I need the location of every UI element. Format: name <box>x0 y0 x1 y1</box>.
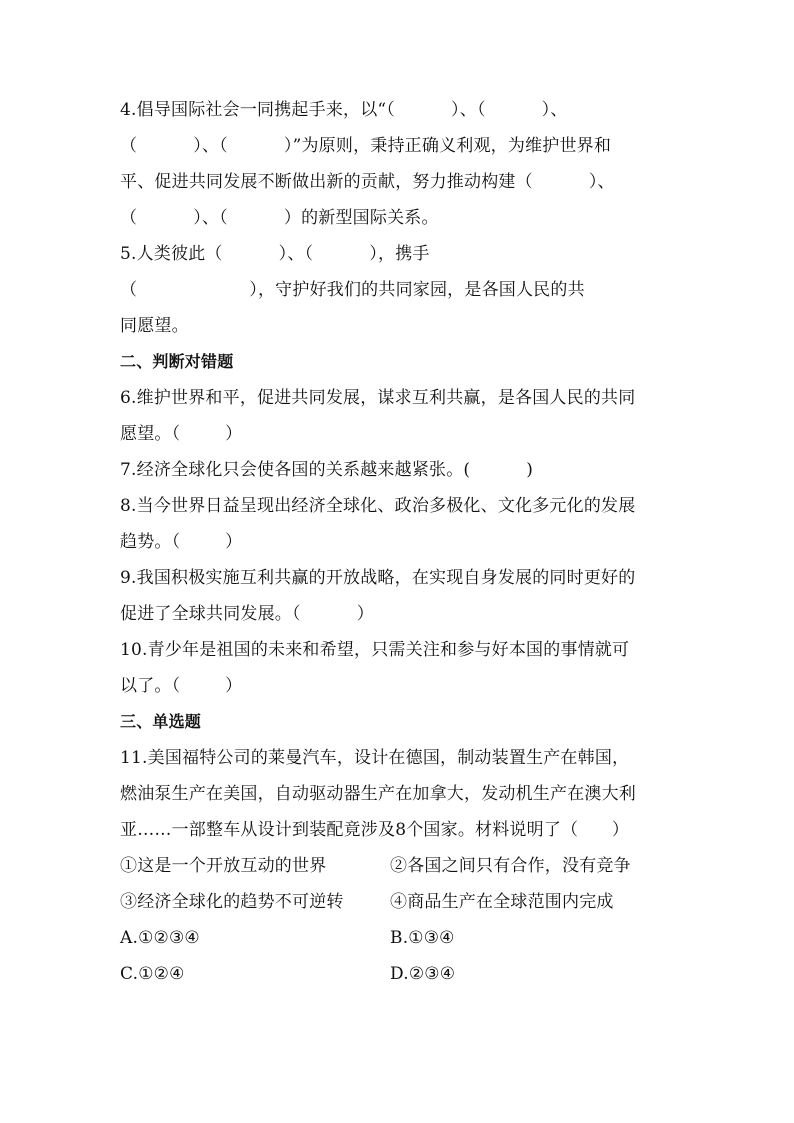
question-8 <box>120 488 680 560</box>
question-6 <box>120 380 680 452</box>
question-5-line-2: （ ），守护好我们的共同家园，是各国人民的共 <box>120 280 585 300</box>
document-page <box>120 92 680 992</box>
question-4 <box>120 92 680 236</box>
question-11-line-3: 亚……一部整车从设计到装配竟涉及8个国家。材料说明了（ ） <box>120 820 630 840</box>
question-5-line-1: 5.人类彼此（ ）、（ ），携手 <box>120 244 430 264</box>
question-5-line-3: 同愿望。 <box>120 316 189 336</box>
question-8-line-1: 8.当今世界日益呈现出经济全球化、政治多极化、文化多元化的发展 <box>120 496 636 516</box>
question-4-line-1: 4.倡导国际社会一同携起手来，以“（ ）、（ ）、 <box>120 100 568 120</box>
question-6-line-1: 6.维护世界和平，促进共同发展，谋求互利共赢，是各国人民的共同 <box>120 388 636 408</box>
question-11 <box>120 740 680 992</box>
statement-3: ③经济全球化的趋势不可逆转 <box>120 892 344 912</box>
statement-2: ②各国之间只有合作，没有竞争 <box>390 856 631 876</box>
question-9 <box>120 560 680 632</box>
question-11-line-2: 燃油泵生产在美国，自动驱动器生产在加拿大，发动机生产在澳大利 <box>120 784 636 804</box>
question-11-statements <box>120 848 680 920</box>
question-4-line-4: （ ）、（ ）的新型国际关系。 <box>120 208 439 228</box>
option-a[interactable]: A.①②③④ <box>120 928 200 948</box>
statement-1: ①这是一个开放互动的世界 <box>120 856 327 876</box>
question-5 <box>120 236 680 344</box>
section-2-heading: 二、判断对错题 <box>120 352 234 371</box>
question-8-line-2: 趋势。（ ） <box>120 532 243 552</box>
option-d[interactable]: D.②③④ <box>390 964 456 984</box>
question-9-line-1: 9.我国积极实施互利共赢的开放战略，在实现自身发展的同时更好的 <box>120 568 636 588</box>
question-4-line-3: 平、促进共同发展不断做出新的贡献，努力推动构建（ ）、 <box>120 172 615 192</box>
question-7 <box>120 452 680 488</box>
question-10-line-1: 10.青少年是祖国的未来和希望，只需关注和参与好本国的事情就可 <box>120 640 630 660</box>
option-b[interactable]: B.①③④ <box>390 928 455 948</box>
section-3-heading: 三、单选题 <box>120 712 202 731</box>
question-10-line-2: 以了。（ ） <box>120 676 243 696</box>
question-11-options <box>120 920 680 992</box>
question-11-line-1: 11.美国福特公司的莱曼汽车，设计在德国，制动装置生产在韩国， <box>120 748 630 768</box>
option-c[interactable]: C.①②④ <box>120 964 185 984</box>
question-4-line-2: （ ）、（ ）”为原则，秉持正确义利观，为维护世界和 <box>120 136 612 156</box>
question-7-line-1: 7.经济全球化只会使各国的关系越来越紧张。( ) <box>120 460 534 480</box>
question-6-line-2: 愿望。（ ） <box>120 424 243 444</box>
question-10 <box>120 632 680 704</box>
question-9-line-2: 促进了全球共同发展。（ ） <box>120 604 374 624</box>
statement-4: ④商品生产在全球范围内完成 <box>390 892 614 912</box>
